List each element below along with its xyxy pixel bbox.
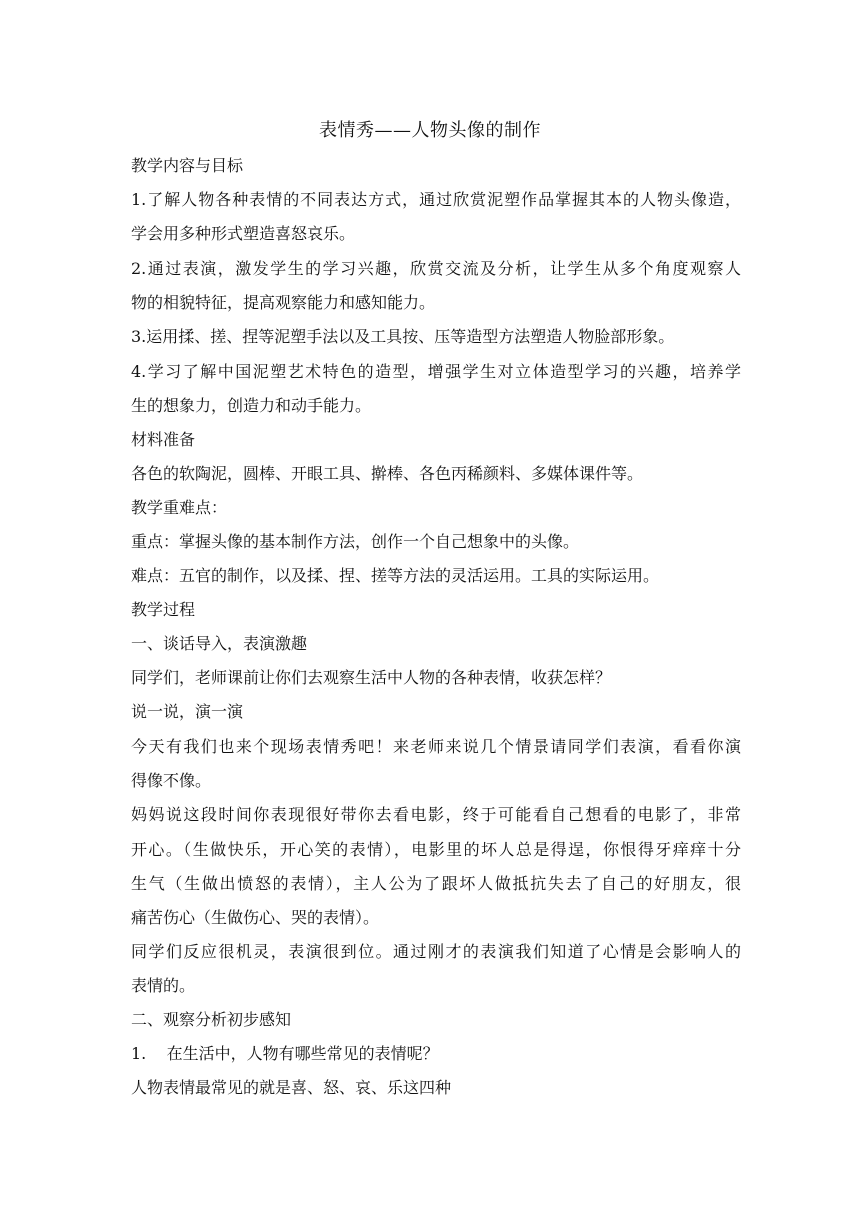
heading-key-points: 教学重难点： [131,498,228,517]
paragraph-show-line-2: 得像不像。 [131,771,212,790]
question-1: 1. 在生活中，人物有哪些常见的表情呢？ [131,1044,439,1063]
paragraph-summary-line-2: 表情的。 [131,976,196,995]
section-1-heading: 一、谈话导入，表演激趣 [131,634,308,653]
paragraph-scenario-line-2: 开心。（生做快乐，开心笑的表情），电影里的坏人总是得逞，你恨得牙痒痒十分 [131,840,741,859]
goal-2-line-1: 2.通过表演，激发学生的学习兴趣，欣赏交流及分析，让学生从多个角度观察人 [131,259,741,278]
heading-content-goals: 教学内容与目标 [131,156,244,175]
goal-1-line-2: 学会用多种形式塑造喜怒哀乐。 [131,224,356,243]
goal-3: 3.运用揉、搓、捏等泥塑手法以及工具按、压等造型方法塑造人物脸部形象。 [131,327,675,346]
heading-materials: 材料准备 [131,430,196,449]
difficulty-text: 难点：五官的制作，以及揉、捏、搓等方法的灵活运用。工具的实际运用。 [131,566,660,585]
goal-4-line-1: 4.学习了解中国泥塑艺术特色的造型，增强学生对立体造型学习的兴趣，培养学 [131,362,741,381]
key-point-text: 重点：掌握头像的基本制作方法，创作一个自己想象中的头像。 [131,532,580,551]
section-2-heading: 二、观察分析初步感知 [131,1010,292,1029]
paragraph-summary-line-1: 同学们反应很机灵，表演很到位。通过刚才的表演我们知道了心情是会影响人的 [131,942,741,961]
paragraph-scenario-line-1: 妈妈说这段时间你表现很好带你去看电影，终于可能看自己想看的电影了，非常 [131,805,741,824]
subheading-say-act: 说一说，演一演 [131,702,244,721]
answer-1: 人物表情最常见的就是喜、怒、哀、乐这四种 [131,1078,452,1097]
paragraph-scenario-line-3: 生气（生做出愤怒的表情），主人公为了跟坏人做抵抗失去了自己的好朋友，很 [131,874,741,893]
heading-process: 教学过程 [131,600,196,619]
paragraph-question: 同学们，老师课前让你们去观察生活中人物的各种表情，收获怎样？ [131,668,612,687]
goal-1-line-1: 1.了解人物各种表情的不同表达方式，通过欣赏泥塑作品掌握其本的人物头像造， [131,190,741,209]
goal-2-line-2: 物的相貌特征，提高观察能力和感知能力。 [131,293,436,312]
document-title: 表情秀——人物头像的制作 [319,120,541,141]
paragraph-show-line-1: 今天有我们也来个现场表情秀吧！来老师来说几个情景请同学们表演，看看你演 [131,737,741,756]
materials-text: 各色的软陶泥，圆棒、开眼工具、擀棒、各色丙稀颜料、多媒体课件等。 [131,464,644,483]
goal-4-line-2: 生的想象力，创造力和动手能力。 [131,396,372,415]
paragraph-scenario-line-4: 痛苦伤心（生做伤心、哭的表情）。 [131,908,380,927]
